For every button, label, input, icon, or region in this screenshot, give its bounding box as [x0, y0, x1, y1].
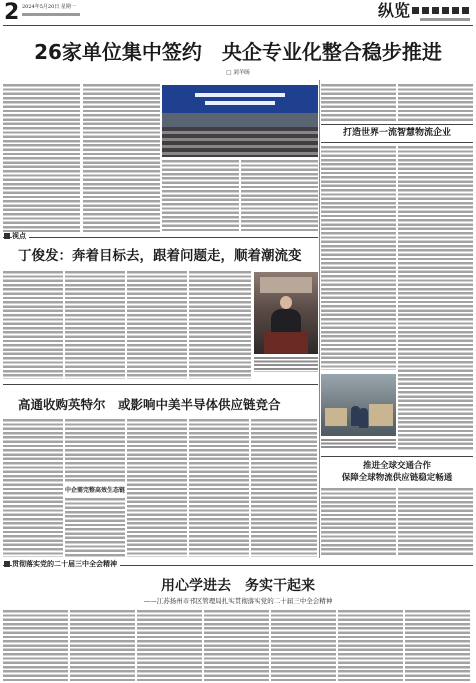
body-text-column: [3, 271, 63, 379]
masthead-rule: [3, 25, 473, 26]
photo-audience: [162, 127, 318, 157]
photo-podium: [264, 332, 308, 354]
headline-rule: [321, 124, 473, 125]
body-text-column: [3, 419, 63, 557]
body-text-column: [204, 610, 269, 681]
masthead-wordmark: [412, 7, 470, 14]
photo-banner-lettering: [195, 93, 285, 97]
viewpoint-headline: 丁俊发：奔着目标去，跟着问题走，顺着潮流变: [18, 248, 302, 264]
body-text-column: [398, 488, 473, 557]
body-text-column: [241, 160, 318, 232]
body-text-column: [3, 84, 80, 232]
photo-crate: [325, 408, 347, 426]
body-text-column: [405, 610, 470, 681]
body-text-column: [65, 419, 125, 483]
body-text-column: [127, 271, 187, 379]
editor-credit-line: [22, 13, 80, 16]
plenum-label: 贯彻落实党的二十届三中全会精神: [12, 561, 120, 568]
photo-worker: [359, 408, 368, 428]
transport-headline-line2: 保障全球物流供应链稳定畅通: [341, 473, 453, 483]
photo-caption: [321, 439, 396, 450]
section-marker: [4, 233, 10, 239]
body-text-column: [83, 84, 160, 232]
section-marker: [4, 561, 10, 567]
body-text-column: [65, 271, 125, 379]
chip-headline: 高通收购英特尔 或影响中美半导体供应链竞合: [18, 397, 281, 412]
body-text-column: [127, 419, 187, 557]
body-text-column: [189, 271, 251, 379]
body-text-column: [271, 610, 336, 681]
lead-byline: □ 刘羊旸: [226, 70, 250, 76]
section-rule: [3, 384, 318, 385]
logistics-headline: 打造世界一流智慧物流企业: [342, 128, 451, 138]
body-text-column: [3, 610, 68, 681]
column-divider: [319, 80, 320, 558]
plenum-subtitle: ——江苏扬州市邗区管理局扎实贯彻落实党的二十届三中全会精神: [143, 597, 333, 605]
photo-speaker-head: [280, 296, 292, 309]
body-text-column: [137, 610, 202, 681]
body-text-column: [189, 419, 249, 557]
photo-stage: [162, 113, 318, 127]
logistics-photo: [321, 374, 396, 436]
section-rule: [3, 237, 318, 238]
plenum-headline: 用心学进去 务实干起来: [161, 578, 315, 594]
body-text-column: [321, 146, 396, 370]
issue-date: 2024年5月20日 星期一: [22, 4, 76, 10]
lead-headline: 26家单位集中签约 央企专业化整合稳步推进: [34, 40, 442, 64]
body-text-column: [162, 160, 239, 232]
chip-subhead: 中企需完整高效生态链: [64, 487, 125, 494]
lead-photo: [162, 85, 318, 157]
section-title: 纵览: [378, 1, 411, 20]
body-text-column: [70, 610, 135, 681]
photo-screen: [260, 277, 312, 293]
headline-rule: [321, 142, 473, 143]
body-text-column: [338, 610, 403, 681]
transport-headline-line1: 推进全球交通合作: [362, 461, 431, 471]
headline-rule: [321, 456, 473, 457]
photo-crate: [369, 404, 393, 426]
body-text-column: [251, 419, 317, 557]
photo-banner: [162, 85, 318, 113]
body-text-column: [65, 498, 125, 557]
photo-caption: [254, 357, 318, 372]
body-text-column: [321, 488, 396, 557]
body-text-column: [398, 84, 473, 121]
photo-banner-lettering: [205, 101, 275, 105]
page-number: 2: [4, 0, 20, 25]
viewpoint-label: 视点: [12, 233, 29, 240]
speaker-photo: [254, 272, 318, 354]
body-text-column: [321, 84, 396, 121]
masthead-credit-line: [420, 18, 470, 21]
body-text-column: [398, 146, 473, 451]
